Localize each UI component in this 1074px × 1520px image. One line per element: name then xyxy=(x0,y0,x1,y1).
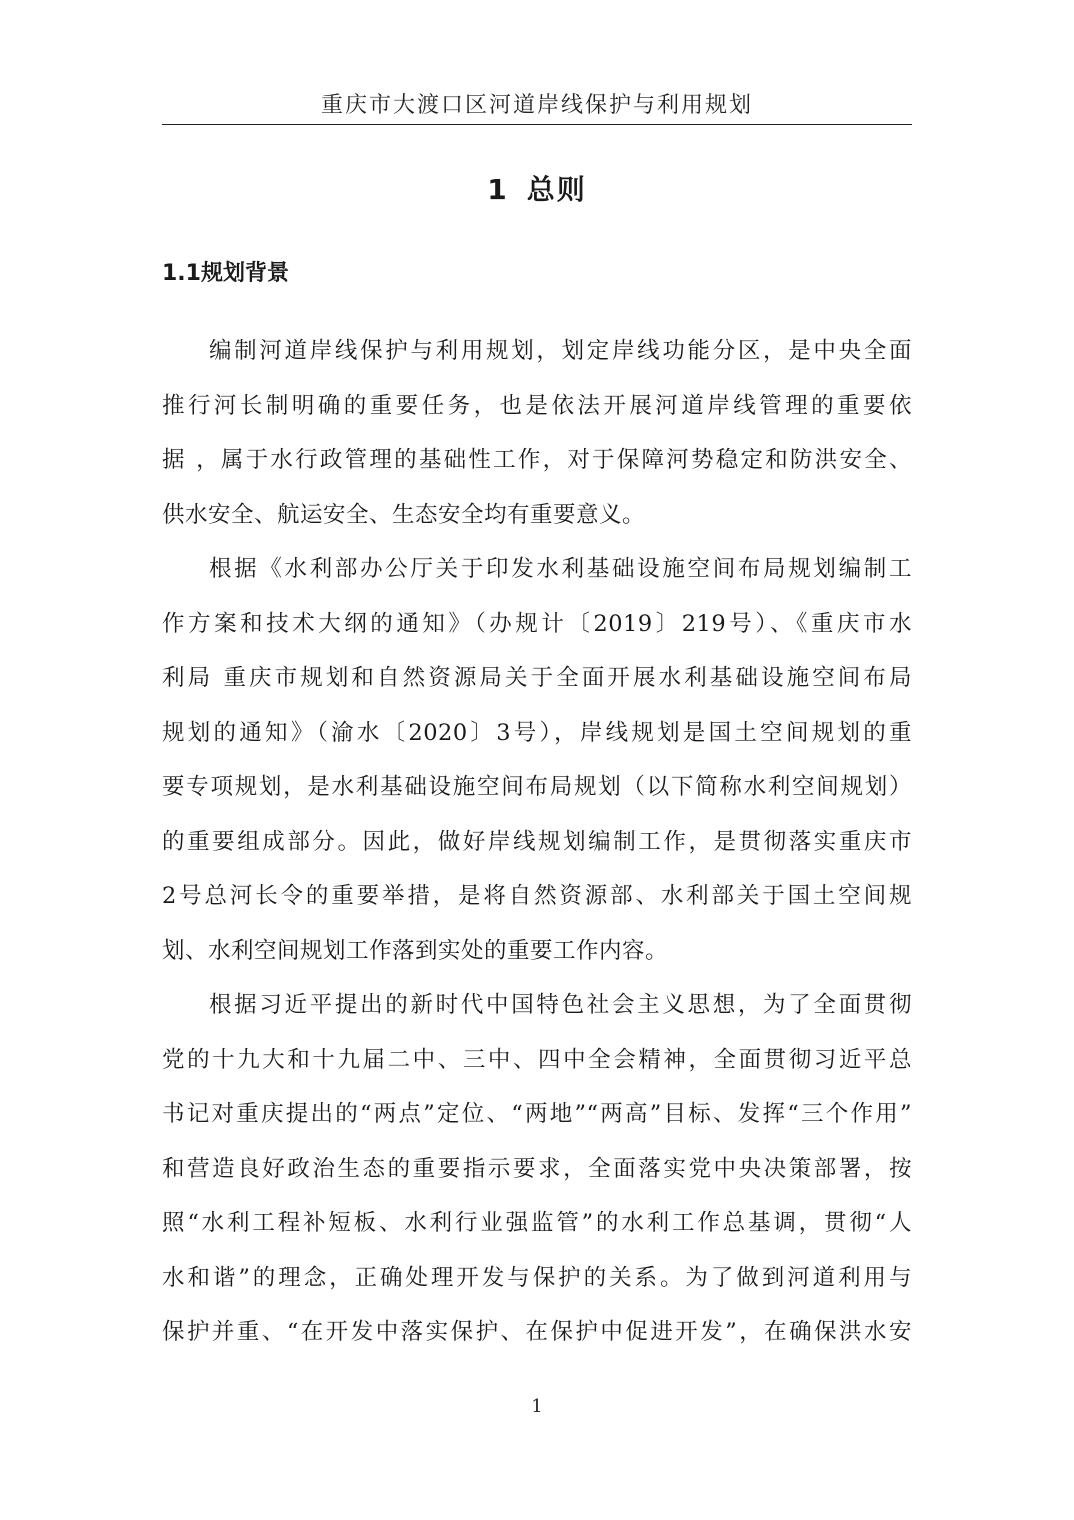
text-line: 推行河长制明确的重要任务，也是依法开展河道岸线管理的重要依 xyxy=(162,392,912,419)
text-line: 照“水利工程补短板、水利行业强监管”的水利工作总基调，贯彻“人 xyxy=(162,1210,912,1236)
text-line: 的重要组成部分。因此，做好岸线规划编制工作，是贯彻落实重庆市 xyxy=(162,828,912,855)
text-line: 根据习近平提出的新时代中国特色社会主义思想，为了全面贯彻 xyxy=(209,992,912,1018)
section-title: 1.1规划背景 xyxy=(162,261,289,286)
text-line: 编制河道岸线保护与利用规划，划定岸线功能分区，是中央全面 xyxy=(209,338,912,364)
text-line: 作方案和技术大纲的通知》（办规计〔2019〕219号）、《重庆市水 xyxy=(162,610,912,637)
paragraph-2 xyxy=(162,542,912,978)
body-text xyxy=(162,324,912,1360)
text-line: 供水安全、航运安全、生态安全均有重要意义。 xyxy=(162,501,646,528)
text-line: 利局 重庆市规划和自然资源局关于全面开展水利基础设施空间布局 xyxy=(162,665,912,691)
page-number: 1 xyxy=(531,1396,543,1417)
text-line: 要专项规划，是水利基础设施空间布局规划（以下简称水利空间规划） xyxy=(162,774,912,800)
text-line: 水和谐”的理念，正确处理开发与保护的关系。为了做到河道利用与 xyxy=(162,1264,912,1291)
text-line: 根据《水利部办公厅关于印发水利基础设施空间布局规划编制工 xyxy=(209,556,912,582)
text-line: 规划的通知》（渝水〔2020〕3号），岸线规划是国土空间规划的重 xyxy=(162,719,912,746)
text-line: 党的十九大和十九届二中、三中、四中全会精神，全面贯彻习近平总 xyxy=(162,1046,912,1073)
text-line: 据 ，属于水行政管理的基础性工作，对于保障河势稳定和防洪安全、 xyxy=(162,447,912,473)
text-line: 保护并重、“在开发中落实保护、在保护中促进开发”，在确保洪水安 xyxy=(162,1319,912,1345)
text-line: 划、水利空间规划工作落到实处的重要工作内容。 xyxy=(162,937,669,964)
chapter-title xyxy=(162,168,912,208)
text-line: 和营造良好政治生态的重要指示要求，全面落实党中央决策部署，按 xyxy=(162,1155,912,1182)
chapter-name: 总则 xyxy=(526,173,587,206)
paragraph-3 xyxy=(162,978,912,1360)
text-line: 书记对重庆提出的“两点”定位、“两地”“两高”目标、发挥“三个作用” xyxy=(162,1101,912,1127)
text-line: 2号总河长令的重要举措，是将自然资源部、水利部关于国土空间规 xyxy=(162,883,912,909)
running-header: 重庆市大渡口区河道岸线保护与利用规划 xyxy=(320,93,753,118)
paragraph-1 xyxy=(162,324,912,542)
chapter-number: 1 xyxy=(487,173,509,206)
header-divider xyxy=(162,124,912,125)
